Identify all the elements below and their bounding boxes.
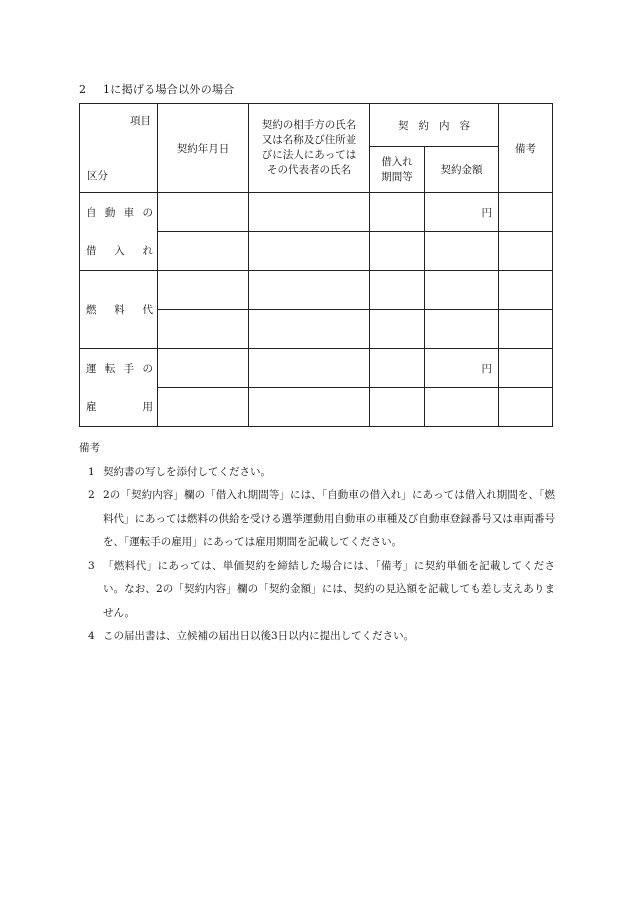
category-label: 区分 xyxy=(87,170,108,182)
period-cell[interactable] xyxy=(370,349,425,388)
table-row xyxy=(80,271,553,310)
category-line: 燃 料 代 xyxy=(86,303,153,316)
counterparty-header xyxy=(249,104,370,193)
period-cell[interactable] xyxy=(370,310,425,349)
category-line: 自 動 車 の xyxy=(86,206,153,219)
category-line: 雇 用 xyxy=(86,400,153,413)
period-line: 期間等 xyxy=(381,170,413,183)
note-number: 3 xyxy=(88,559,95,572)
category-fuel xyxy=(80,271,158,349)
item-label: 項目 xyxy=(130,115,151,127)
contract-table xyxy=(79,103,553,427)
category-line: 借 入 れ xyxy=(86,244,153,257)
counterparty-cell[interactable] xyxy=(249,388,370,427)
table-row xyxy=(80,193,553,232)
contract-date-cell[interactable] xyxy=(158,271,249,310)
counterparty-cell[interactable] xyxy=(249,310,370,349)
counterparty-line: びに法人にあっては xyxy=(261,149,357,161)
section-title: 1に掲げる場合以外の場合 xyxy=(103,83,235,96)
note-text: この届出書は、立候補の届出日以後3日以内に提出してください。 xyxy=(103,630,415,642)
counterparty-cell[interactable] xyxy=(249,349,370,388)
period-cell[interactable] xyxy=(370,271,425,310)
category-line: 運 転 手 の xyxy=(86,362,153,375)
contract-date-cell[interactable] xyxy=(158,349,249,388)
amount-header: 契約金額 xyxy=(425,147,499,193)
amount-cell[interactable] xyxy=(425,388,499,427)
remarks-cell[interactable] xyxy=(499,349,553,388)
contract-date-cell[interactable] xyxy=(158,388,249,427)
note-item xyxy=(79,484,555,555)
contract-date-cell[interactable] xyxy=(158,310,249,349)
note-item xyxy=(79,555,555,626)
counterparty-line: 契約の相手方の氏名 xyxy=(261,119,357,131)
note-item xyxy=(79,461,555,485)
period-cell[interactable] xyxy=(370,388,425,427)
notes-title: 備考 xyxy=(79,442,100,454)
counterparty-cell[interactable] xyxy=(249,232,370,271)
section-number: 2 xyxy=(79,83,87,96)
amount-cell[interactable] xyxy=(425,349,499,388)
period-line: 借入れ xyxy=(381,155,413,168)
counterparty-cell[interactable] xyxy=(249,271,370,310)
table-header-row xyxy=(80,104,553,147)
contract-date-cell[interactable] xyxy=(158,232,249,271)
remarks-cell[interactable] xyxy=(499,271,553,310)
note-text: 2の「契約内容」欄の「借入れ期間等」には、「自動車の借入れ」にあっては借入れ期間を、「燃料代」にあっては燃料の供給を受ける選挙運動用自動車の車種及び自動車登録番号又は車両番号を、「運転手の雇用」にあっては雇用期間を記載してください。 xyxy=(103,489,555,548)
note-text: 契約書の写しを添付してください。 xyxy=(103,465,271,478)
remarks-cell[interactable] xyxy=(499,310,553,349)
note-number: 4 xyxy=(88,630,95,642)
table-row xyxy=(80,349,553,388)
category-driver-employment xyxy=(80,349,158,427)
contract-date-header: 契約年月日 xyxy=(158,104,249,193)
category-vehicle-rental xyxy=(80,193,158,271)
contract-content-header: 契約内容 xyxy=(370,104,499,147)
note-item xyxy=(79,625,555,649)
note-number: 2 xyxy=(88,489,95,501)
remarks-cell[interactable] xyxy=(499,193,553,232)
yen-unit: 円 xyxy=(481,206,492,219)
amount-cell[interactable] xyxy=(425,271,499,310)
period-cell[interactable] xyxy=(370,193,425,232)
period-cell[interactable] xyxy=(370,232,425,271)
amount-cell[interactable] xyxy=(425,193,499,232)
yen-unit: 円 xyxy=(481,362,492,375)
counterparty-line: 又は名称及び住所並 xyxy=(261,134,357,146)
section-heading xyxy=(79,81,235,97)
remarks-header: 備考 xyxy=(499,104,553,193)
remarks-cell[interactable] xyxy=(499,388,553,427)
period-header xyxy=(370,147,425,193)
counterparty-line: その代表者の氏名 xyxy=(267,164,351,176)
remarks-cell[interactable] xyxy=(499,232,553,271)
amount-cell[interactable] xyxy=(425,310,499,349)
counterparty-cell[interactable] xyxy=(249,193,370,232)
item-category-header xyxy=(80,104,158,193)
note-text: 「燃料代」にあっては、単価契約を締結した場合には、「備考」に契約単価を記載してください。なお、2の「契約内容」欄の「契約金額」には、契約の見込額を記載しても差し支えありません。 xyxy=(103,559,555,619)
notes-section xyxy=(79,437,555,649)
amount-cell[interactable] xyxy=(425,232,499,271)
contract-date-cell[interactable] xyxy=(158,193,249,232)
note-number: 1 xyxy=(88,465,95,478)
